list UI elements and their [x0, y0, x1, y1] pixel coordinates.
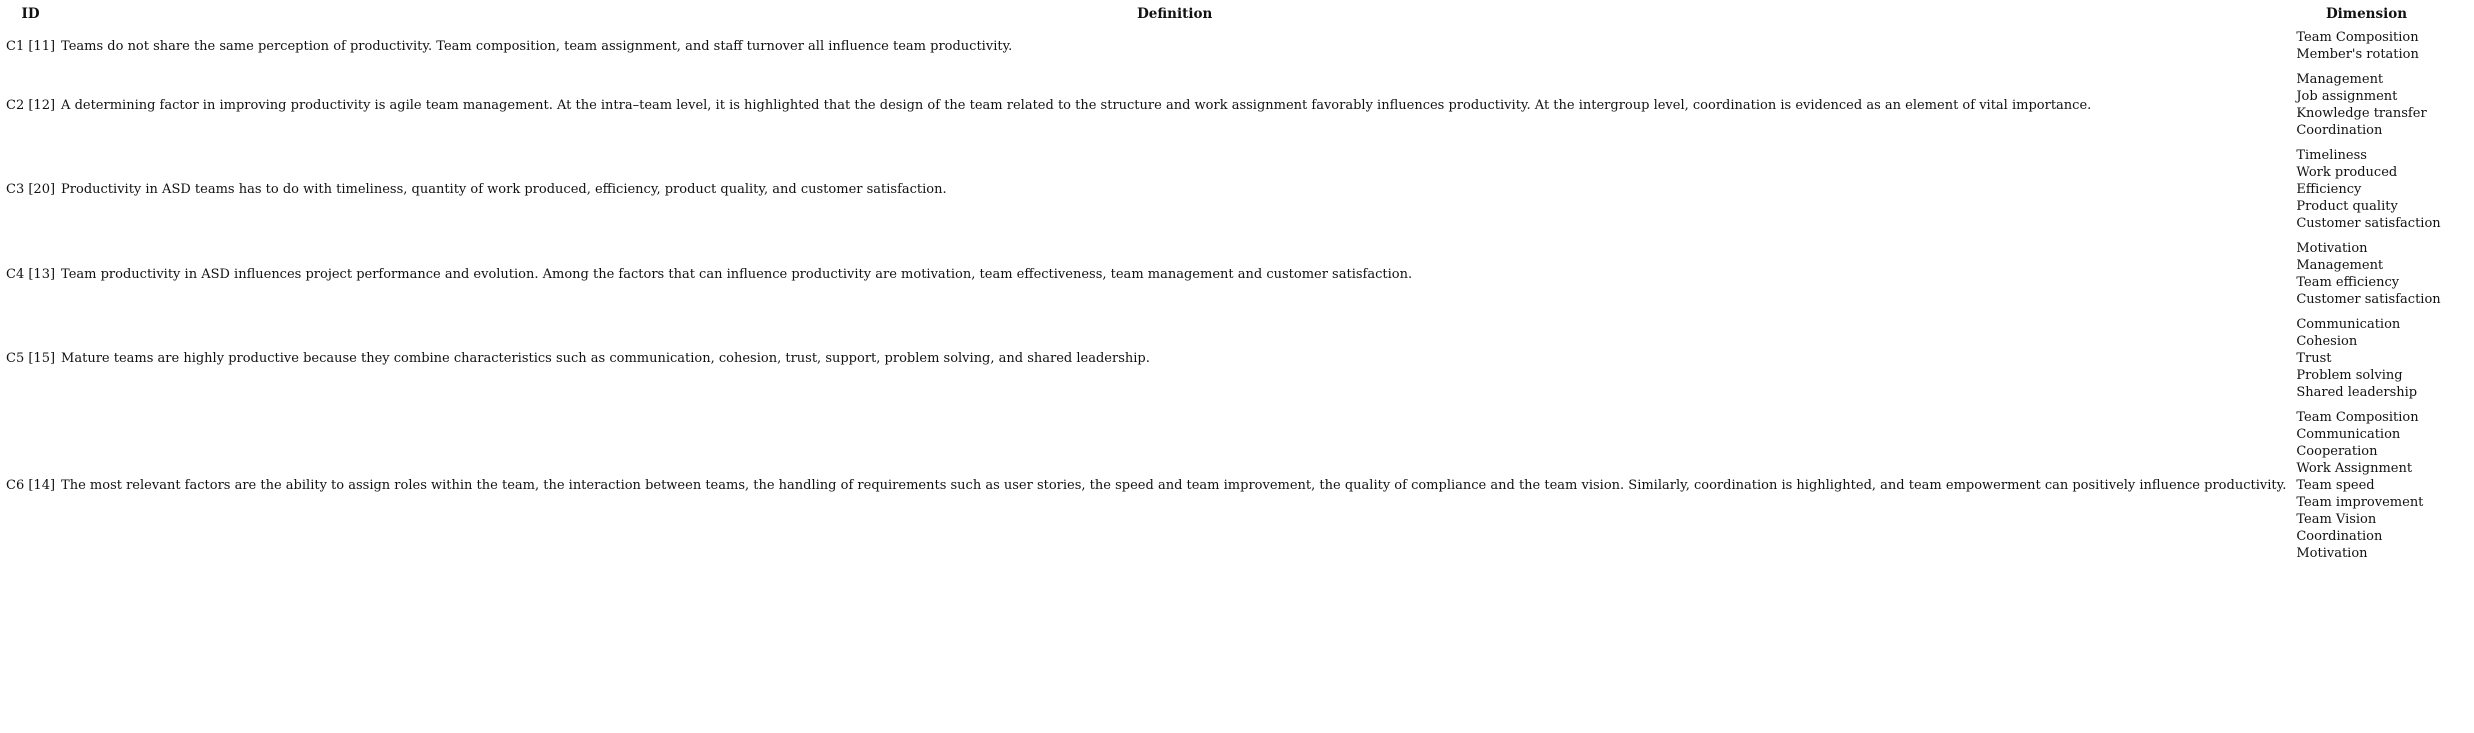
dimension-item: Cohesion: [2296, 334, 2358, 349]
row-dimensions: [2290, 71, 2442, 147]
header-dimension: Dimension: [2325, 6, 2408, 22]
row-definition: The most relevant factors are the ability to assign roles within the team, the interaction between teams, the handling of requirements such as user stories, the speed and team improvement, the quality of compliance and the team vision. Similarly, coordination is highlighted, and team empowerment can positively influence productivity.: [61, 478, 2287, 493]
table-body: [2, 29, 2443, 570]
definitions-table: [2, 6, 2443, 570]
dimension-item: Team speed: [2296, 478, 2375, 493]
row-id: C4 [13]: [6, 266, 56, 282]
dimension-item: Efficiency: [2296, 182, 2362, 197]
dimension-item: Coordination: [2296, 123, 2383, 138]
row-dimensions: [2290, 409, 2442, 570]
dimension-item: Knowledge transfer: [2296, 106, 2427, 121]
dimension-item: Product quality: [2296, 199, 2398, 214]
row-id: C3 [20]: [6, 182, 56, 197]
dimension-item: Timeliness: [2296, 148, 2367, 163]
row-definition: Mature teams are highly productive because they combine characteristics such as communication, cohesion, trust, support, problem solving, and shared leadership.: [61, 351, 1150, 366]
row-dimensions: [2290, 147, 2442, 240]
dimension-item: Problem solving: [2296, 368, 2403, 383]
table-row: [2, 316, 2443, 409]
dimension-item: Communication: [2296, 427, 2401, 442]
table-row: [2, 147, 2443, 240]
dimension-item: Customer satisfaction: [2296, 216, 2441, 231]
dimension-item: Customer satisfaction: [2296, 292, 2441, 307]
row-id: C2 [12]: [6, 97, 56, 113]
dimension-item: Motivation: [2296, 546, 2368, 561]
dimension-item: Management: [2296, 258, 2384, 273]
header-definition: Definition: [1137, 6, 1213, 22]
dimension-item: Cooperation: [2296, 444, 2378, 459]
header-id: ID: [21, 6, 40, 22]
table-row: [2, 409, 2443, 570]
table-row: [2, 240, 2443, 316]
dimension-item: Work Assignment: [2296, 461, 2413, 476]
dimension-item: Team improvement: [2296, 495, 2424, 510]
dimension-item: Trust: [2296, 351, 2332, 366]
dimension-item: Shared leadership: [2296, 385, 2418, 400]
row-dimensions: [2290, 240, 2442, 316]
row-id: C1 [11]: [6, 38, 56, 54]
row-dimensions: [2290, 316, 2442, 409]
table-header-row: [2, 6, 2443, 29]
row-id: C6 [14]: [6, 478, 56, 493]
dimension-item: Team efficiency: [2296, 275, 2400, 290]
table-row: [2, 71, 2443, 147]
dimension-item: Coordination: [2296, 529, 2383, 544]
dimension-item: Member's rotation: [2296, 47, 2419, 62]
row-definition: Teams do not share the same perception of productivity. Team composition, team assignment, and staff turnover all influence team productivity.: [61, 38, 1013, 54]
row-definition: Productivity in ASD teams has to do with timeliness, quantity of work produced, efficiency, product quality, and customer satisfaction.: [61, 182, 947, 197]
dimension-item: Management: [2296, 72, 2384, 87]
table-row: [2, 29, 2443, 71]
dimension-item: Team Composition: [2296, 30, 2419, 45]
dimension-item: Job assignment: [2296, 89, 2398, 104]
row-id: C5 [15]: [6, 351, 56, 366]
dimension-item: Motivation: [2296, 241, 2368, 256]
row-definition: Team productivity in ASD influences project performance and evolution. Among the factors that can influence productivity are motivation, team effectiveness, team management and customer satisfaction.: [61, 266, 1413, 282]
dimension-item: Team Composition: [2296, 410, 2419, 425]
dimension-item: Team Vision: [2296, 512, 2377, 527]
dimension-item: Work produced: [2296, 165, 2398, 180]
dimension-item: Communication: [2296, 317, 2401, 332]
row-dimensions: [2290, 29, 2442, 71]
row-definition: A determining factor in improving productivity is agile team management. At the intra–team level, it is highlighted that the design of the team related to the structure and work assignment favorably influences productivity. At the intergroup level, coordination is evidenced as an element of vital importance.: [61, 97, 2092, 113]
